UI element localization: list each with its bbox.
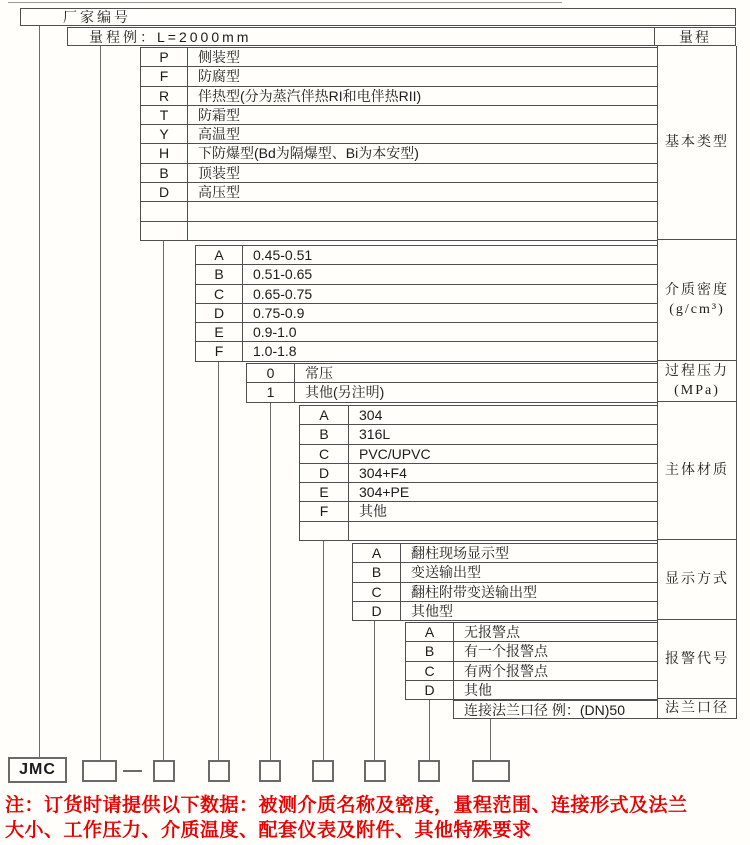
section-label-density [657,240,737,361]
section-label-text: (MPa) [674,382,720,398]
desc-cell: 1.0-1.8 [253,343,297,360]
order-note-line2: 大小、工作压力、介质温度、配套仪表及附件、其他特殊要求 [5,820,532,841]
section-label-text: 法兰口径 [665,701,729,716]
table-row [141,222,658,241]
code-cell: C [406,662,454,680]
table-row [300,406,658,425]
table-row [196,246,658,265]
model-prefix-box: JMC [8,757,67,783]
connector-display [374,620,375,760]
section-display [352,543,658,621]
manufacturer-code-label: 厂家编号 [63,9,131,25]
code-cell: A [196,246,243,264]
code-cell: B [196,265,243,283]
desc-cell: 其他 [464,681,492,698]
order-note-line1: 注：订货时请提供以下数据：被测介质名称及密度，量程范围、连接形式及法兰 [5,795,688,816]
table-row [406,642,658,661]
desc-cell: 有两个报警点 [464,662,548,679]
code-box-flange [472,760,510,782]
code-cell: D [406,681,454,699]
desc-cell [349,522,658,540]
desc-cell: 其他型 [411,602,453,619]
desc-cell: 0.9-1.0 [253,324,297,341]
table-row [196,285,658,304]
desc-cell: 侧装型 [198,49,240,65]
desc-cell: 常压 [305,365,333,381]
code-cell: R [141,87,188,105]
code-cell: F [141,67,188,85]
section-density [195,245,658,362]
connector-density [218,361,219,760]
desc-cell: 伴热型(分为蒸汽伴热RI和电伴热RII) [198,87,422,104]
desc-cell [188,202,658,220]
table-row [196,323,658,342]
section-label-text: 介质密度 [665,283,729,298]
table-row [247,364,658,383]
connector-pressure [270,402,271,761]
table-row [196,304,658,323]
order-note [5,793,750,843]
flange-size-row [453,700,658,719]
desc-cell: 下防爆型(Bd为隔爆型、Bi为本安型) [198,145,419,162]
desc-cell: 0.51-0.65 [253,266,313,283]
code-cell: A [353,544,401,562]
section-pressure [246,363,658,403]
table-row [141,67,658,86]
section-alarm [405,622,658,700]
code-cell: E [196,323,243,341]
section-basic [140,47,658,241]
section-label-text: 基本类型 [665,135,729,150]
table-row [141,87,658,106]
table-row [353,563,658,582]
connector-manufacturer [39,26,40,757]
desc-cell: 304 [359,407,383,423]
table-row [247,383,658,402]
code-cell [300,522,349,540]
desc-cell: 防霜型 [198,106,240,123]
table-row [353,583,658,602]
code-cell: B [406,642,454,660]
desc-cell: 0.45-0.51 [253,247,313,263]
range-section-label: 量程 [654,28,735,45]
desc-cell: 304+PE [359,484,410,501]
code-cell: H [141,144,188,162]
desc-cell: 顶装型 [198,164,240,181]
section-label-pressure [657,361,737,402]
code-cell: A [406,623,454,641]
desc-cell: 变送输出型 [411,564,481,581]
table-row [141,164,658,183]
code-box-pressure [259,760,281,782]
code-cell: B [353,563,401,581]
code-cell: F [300,502,349,520]
desc-cell: PVC/UPVC [359,445,431,462]
table-row [141,202,658,221]
code-cell [141,222,188,240]
desc-cell: 304+F4 [359,464,407,481]
code-cell: A [300,406,349,424]
desc-cell: 0.65-0.75 [253,285,313,302]
connector-flange [490,719,491,760]
table-row [353,544,658,563]
desc-cell: 翻柱附带变送输出型 [411,583,537,600]
table-row [353,602,658,621]
code-cell: D [353,602,401,620]
desc-cell: 有一个报警点 [464,643,548,660]
desc-cell: 316L [359,426,391,443]
connector-alarm [429,699,430,760]
section-label-material [657,402,737,541]
code-cell: P [141,48,188,66]
manufacturer-code-row [20,8,736,26]
desc-cell: 高压型 [198,184,240,201]
section-label-text: 过程压力 [665,363,729,379]
code-cell [141,202,188,220]
code-box-basic-type [153,760,175,782]
table-row [141,106,658,125]
code-cell: Y [141,125,188,143]
desc-cell [188,222,658,240]
table-row [406,681,658,700]
code-cell: F [196,342,243,360]
code-box-density [208,760,230,782]
section-label-text: 报警代号 [665,651,729,667]
desc-cell: 翻柱现场显示型 [411,545,509,561]
code-cell: D [141,183,188,201]
table-row [141,144,658,163]
range-example-row [67,27,736,46]
connector-basic [163,240,164,760]
flange-size-text: 连接法兰口径 例：(DN)50 [464,701,626,718]
desc-cell: 无报警点 [464,624,520,640]
section-label-alarm [657,620,737,699]
code-box-alarm [418,760,440,782]
section-label-text: 主体材质 [665,462,729,478]
code-cell: 0 [247,364,295,382]
code-box-display [364,760,386,782]
table-row [300,464,658,483]
desc-cell: 防腐型 [198,68,240,85]
code-box-material [312,760,334,782]
code-cell: B [300,425,349,443]
table-row [196,265,658,284]
table-row [300,425,658,444]
code-box-range [82,760,117,782]
code-cell: D [300,464,349,482]
section-material [299,405,658,541]
range-example-text: 量程例：L=2000mm [89,28,252,45]
table-row [141,48,658,67]
desc-cell: 高温型 [198,126,240,143]
code-cell: 1 [247,383,295,401]
table-row [406,623,658,642]
code-cell: D [196,304,243,322]
table-row [300,445,658,464]
table-row [300,522,658,541]
table-row [300,483,658,502]
table-row [141,183,658,202]
section-label-flange [657,699,737,719]
connector-range [100,46,101,760]
code-cell: C [196,285,243,303]
section-label-display [657,540,737,620]
code-cell: C [353,583,401,601]
section-label-text: 显示方式 [665,572,729,587]
table-row [300,502,658,521]
section-label-basic [657,46,737,240]
code-cell: C [300,445,349,463]
desc-cell: 其他 [359,503,387,520]
desc-cell: 其他(另注明) [305,384,385,401]
top-partial-rule [8,2,562,3]
connector-material [323,540,324,760]
section-label-text: (g/cm³) [669,302,725,317]
desc-cell: 0.75-0.9 [253,304,305,321]
table-row [406,662,658,681]
code-cell: T [141,106,188,124]
table-row [196,342,658,361]
code-cell: B [141,164,188,182]
code-cell: E [300,483,349,501]
table-row [141,125,658,144]
dash-separator [123,770,142,772]
